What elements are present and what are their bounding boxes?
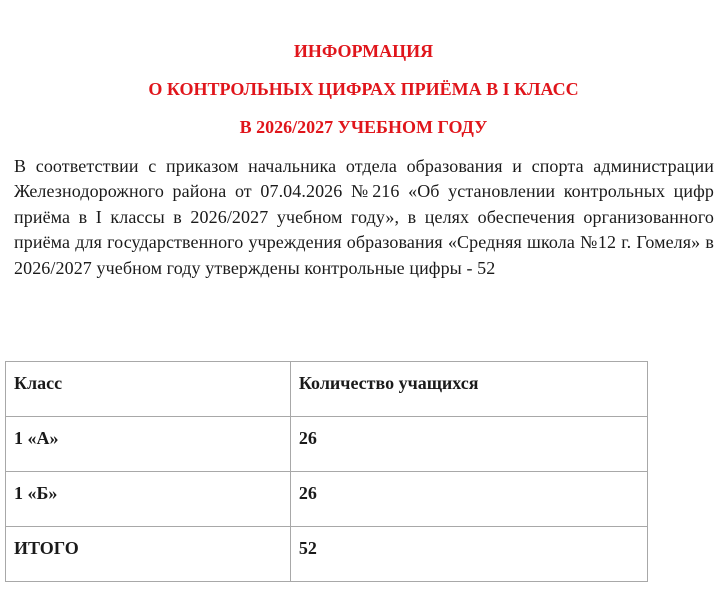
cell-total-value: 52 <box>290 527 647 582</box>
cell-count: 26 <box>290 472 647 527</box>
table-total-row <box>6 527 648 582</box>
column-header-class: Класс <box>6 362 291 417</box>
cell-class: 1 «А» <box>6 417 291 472</box>
header-title: ИНФОРМАЦИЯ <box>293 41 434 61</box>
body-paragraph: В соответствии с приказом начальника отдела образования и спорта администрации Железнодорожного района от 07.04.2026 №216 «Об установлении контрольных цифр приёма в I классы в 2026/2027 учебном году», в целях обеспечения организованного приёма для государственного учреждения образования «Средняя школа №12 г. Гомеля» в 2026/2027 учебном году утверждены контрольные цифры - 52 <box>14 156 714 278</box>
table-row <box>6 417 648 472</box>
cell-total-label: ИТОГО <box>6 527 291 582</box>
header-subtitle: О КОНТРОЛЬНЫХ ЦИФРАХ ПРИЁМА В I КЛАСС <box>148 79 579 99</box>
admission-table <box>5 361 648 582</box>
header-year: В 2026/2027 УЧЕБНОМ ГОДУ <box>239 117 488 137</box>
column-header-count: Количество учащихся <box>290 362 647 417</box>
document-header <box>0 42 727 137</box>
table-header-row <box>6 362 648 417</box>
cell-class: 1 «Б» <box>6 472 291 527</box>
table-row <box>6 472 648 527</box>
cell-count: 26 <box>290 417 647 472</box>
